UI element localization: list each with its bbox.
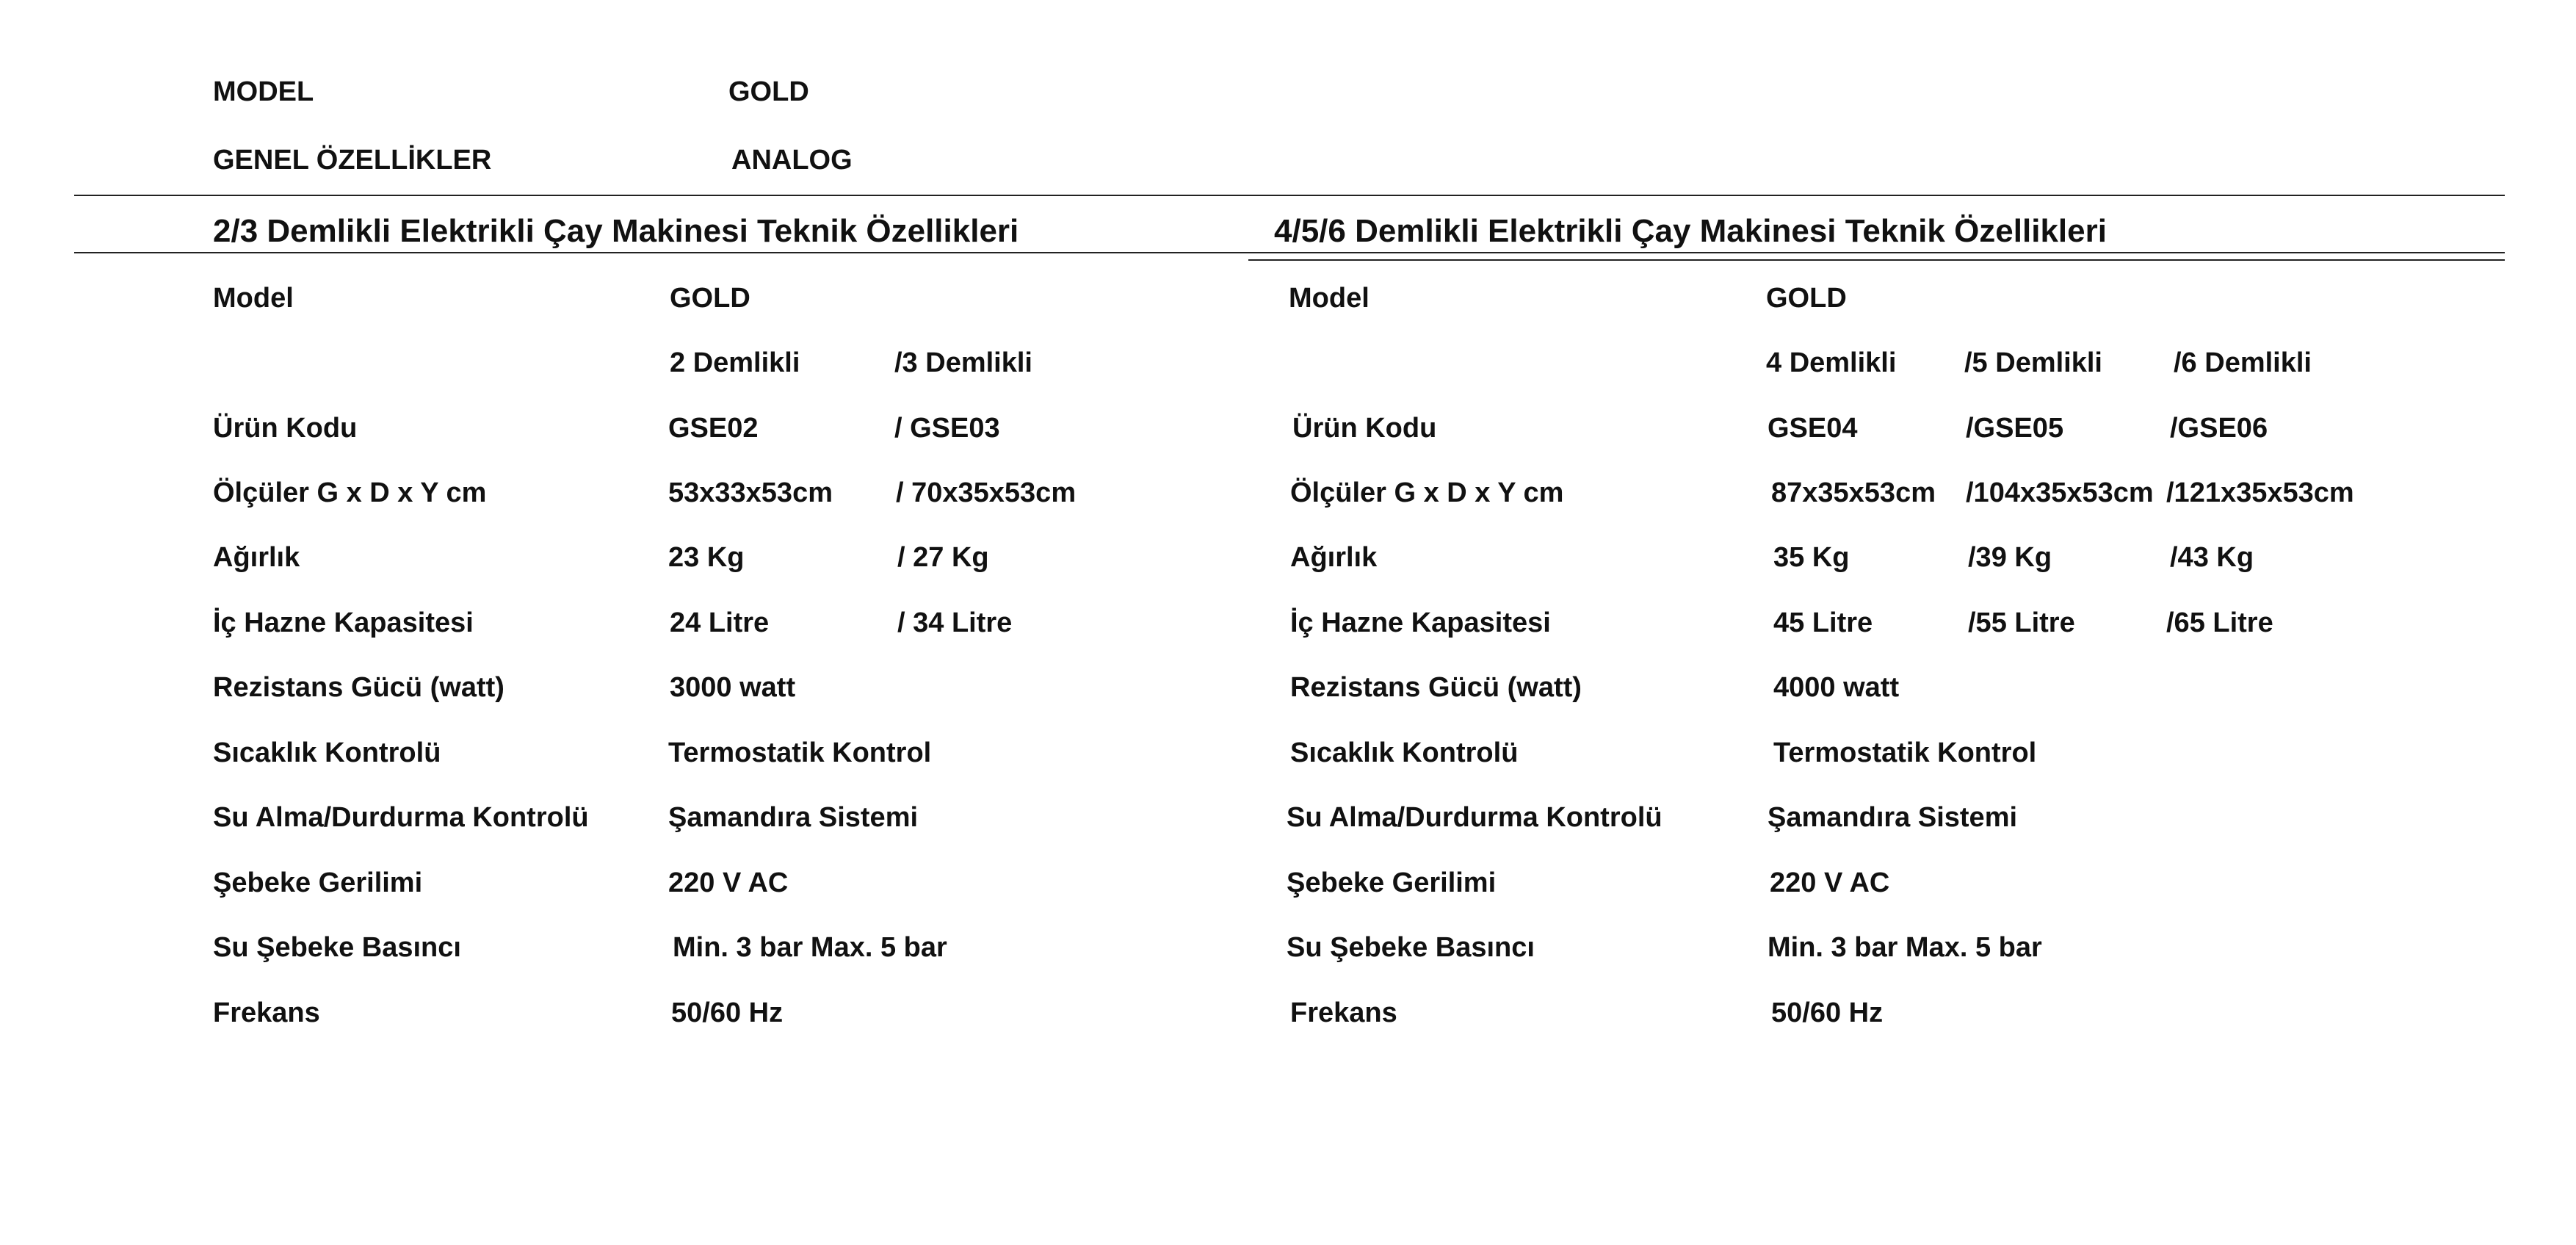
- right-row-value: 87x35x53cm: [1771, 477, 1936, 508]
- left-row-value: / GSE03: [894, 413, 1000, 444]
- left-row-label: İç Hazne Kapasitesi: [213, 607, 474, 638]
- right-row-value: /55 Litre: [1968, 607, 2075, 638]
- title-divider-right: [1248, 259, 2505, 261]
- right-row-value: 35 Kg: [1773, 542, 1850, 573]
- left-row-label: Ürün Kodu: [213, 413, 358, 444]
- right-row-value: /43 Kg: [2170, 542, 2254, 573]
- left-row-value: 3000 watt: [670, 672, 796, 703]
- right-row-value: /104x35x53cm: [1966, 477, 2154, 508]
- right-row-label: Ağırlık: [1290, 542, 1378, 573]
- left-row-value: Min. 3 bar Max. 5 bar: [673, 932, 947, 963]
- right-variant: /6 Demlikli: [2174, 347, 2312, 378]
- top-divider: [74, 195, 2505, 196]
- right-row-value: Termostatik Kontrol: [1773, 737, 2037, 768]
- left-model-label: Model: [213, 283, 294, 314]
- left-row-value: 23 Kg: [668, 542, 745, 573]
- left-row-value: 220 V AC: [668, 867, 789, 898]
- right-row-label: Sıcaklık Kontrolü: [1290, 737, 1519, 768]
- left-row-value: 53x33x53cm: [668, 477, 833, 508]
- right-row-label: Rezistans Gücü (watt): [1290, 672, 1582, 703]
- model-label: MODEL: [213, 76, 314, 107]
- left-row-value: GSE02: [668, 413, 759, 444]
- right-row-value: 4000 watt: [1773, 672, 1900, 703]
- right-variant: 4 Demlikli: [1766, 347, 1897, 378]
- left-row-value: 24 Litre: [670, 607, 770, 638]
- right-row-value: Şamandıra Sistemi: [1768, 802, 2018, 833]
- right-row-value: GSE04: [1768, 413, 1858, 444]
- right-row-value: 45 Litre: [1773, 607, 1873, 638]
- left-row-label: Ağırlık: [213, 542, 300, 573]
- left-row-value: / 34 Litre: [897, 607, 1013, 638]
- left-row-value: Termostatik Kontrol: [668, 737, 932, 768]
- right-row-value: /39 Kg: [1968, 542, 2052, 573]
- right-model-label: Model: [1289, 283, 1370, 314]
- left-variant: 2 Demlikli: [670, 347, 800, 378]
- right-row-value: 50/60 Hz: [1771, 997, 1884, 1028]
- left-variant: /3 Demlikli: [894, 347, 1032, 378]
- right-row-label: Su Şebeke Basıncı: [1287, 932, 1535, 963]
- right-row-label: Şebeke Gerilimi: [1287, 867, 1497, 898]
- right-row-value: /GSE05: [1966, 413, 2064, 444]
- model-value: GOLD: [728, 76, 809, 107]
- right-model-value: GOLD: [1766, 283, 1847, 314]
- left-row-label: Ölçüler G x D x Y cm: [213, 477, 487, 508]
- left-section-title: 2/3 Demlikli Elektrikli Çay Makinesi Teknik Özellikleri: [213, 213, 1019, 249]
- right-row-label: İç Hazne Kapasitesi: [1290, 607, 1551, 638]
- left-row-value: Şamandıra Sistemi: [668, 802, 919, 833]
- left-row-label: Frekans: [213, 997, 320, 1028]
- right-row-value: 220 V AC: [1770, 867, 1890, 898]
- right-row-label: Frekans: [1290, 997, 1397, 1028]
- left-row-value: 50/60 Hz: [671, 997, 784, 1028]
- right-row-value: /121x35x53cm: [2166, 477, 2354, 508]
- right-section-title: 4/5/6 Demlikli Elektrikli Çay Makinesi Teknik Özellikleri: [1274, 213, 2107, 249]
- left-row-label: Rezistans Gücü (watt): [213, 672, 504, 703]
- left-row-label: Su Alma/Durdurma Kontrolü: [213, 802, 589, 833]
- left-model-value: GOLD: [670, 283, 750, 314]
- right-row-value: Min. 3 bar Max. 5 bar: [1768, 932, 2042, 963]
- general-features-label: GENEL ÖZELLİKLER: [213, 145, 492, 176]
- right-row-label: Ölçüler G x D x Y cm: [1290, 477, 1564, 508]
- left-row-value: / 70x35x53cm: [896, 477, 1077, 508]
- general-features-value: ANALOG: [731, 145, 853, 176]
- right-row-value: /GSE06: [2170, 413, 2268, 444]
- left-row-value: / 27 Kg: [897, 542, 989, 573]
- right-row-label: Su Alma/Durdurma Kontrolü: [1287, 802, 1663, 833]
- left-row-label: Sıcaklık Kontrolü: [213, 737, 441, 768]
- right-row-label: Ürün Kodu: [1292, 413, 1437, 444]
- left-row-label: Su Şebeke Basıncı: [213, 932, 461, 963]
- left-row-label: Şebeke Gerilimi: [213, 867, 423, 898]
- right-row-value: /65 Litre: [2166, 607, 2273, 638]
- right-variant: /5 Demlikli: [1964, 347, 2102, 378]
- title-divider-left: [74, 252, 2505, 253]
